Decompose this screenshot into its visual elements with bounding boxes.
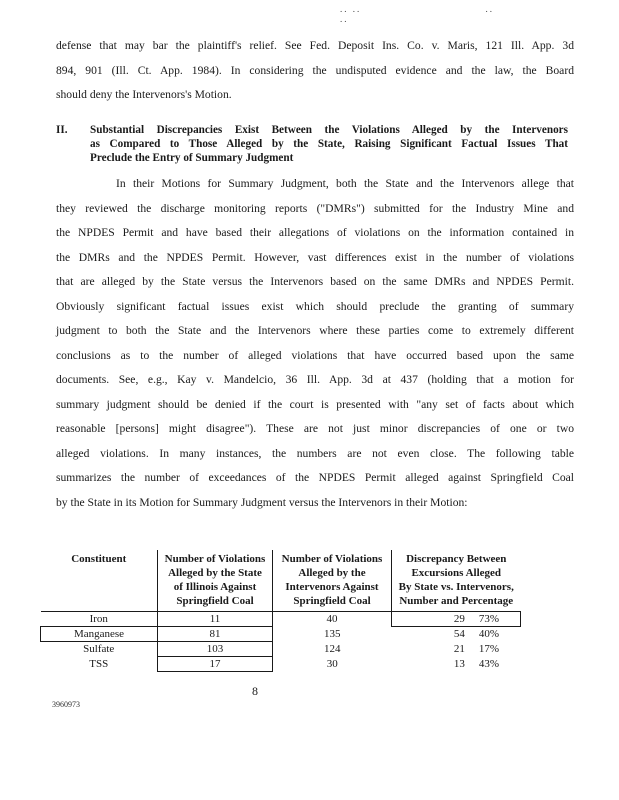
cell-state: 103 <box>158 642 273 657</box>
header-line: Alleged by the <box>298 567 366 579</box>
header-mark-left: .. .. <box>340 4 362 14</box>
table-row <box>41 642 521 657</box>
table-header-row <box>41 550 521 612</box>
text-line: judgment to both the State and the Intervenors where these parties come to extremely different <box>56 324 574 337</box>
discrepancy-number: 54 <box>453 628 465 641</box>
section-title-line: as Compared to Those Alleged by the State, Raising Significant Factual Issues That <box>90 138 568 150</box>
table-row <box>41 627 521 642</box>
text-line: documents. See, e.g., Kay v. Mandelcio, 36 Ill. App. 3d at 437 (holding that a motion for <box>56 373 574 386</box>
text-line: Obviously significant factual issues exist which should preclude the granting of summary <box>56 299 574 313</box>
text-line: alleged violations. In many instances, the numbers are not even close. The following table <box>56 446 574 460</box>
cell-intervenors: 124 <box>324 643 341 655</box>
text-line: the NPDES Permit and have based their allegations of violations on the information contained in <box>56 226 574 239</box>
discrepancy-table <box>40 550 521 672</box>
text-line: summarizes the number of exceedances of the NPDES Permit alleged against Springfield Coal <box>56 471 574 484</box>
header-line: Excursions Alleged <box>411 567 502 579</box>
discrepancy-percent: 40% <box>478 628 500 641</box>
discrepancy-percent: 17% <box>478 643 500 655</box>
text-line: defense that may bar the plaintiff's relief. See Fed. Deposit Ins. Co. v. Maris, 121 Ill. App. 3d <box>56 39 574 52</box>
cell-intervenors: 135 <box>324 628 341 640</box>
cell-discrepancy <box>392 627 521 642</box>
section-title-line: Preclude the Entry of Summary Judgment <box>90 152 294 164</box>
body-paragraph <box>56 172 574 515</box>
cell-constituent: Sulfate <box>83 643 115 656</box>
cell-constituent: Manganese <box>41 627 158 642</box>
header-line: Discrepancy Between <box>406 553 507 565</box>
header-line: Constituent <box>71 553 127 565</box>
table-row <box>41 657 521 672</box>
header-line: Number of Violations <box>164 553 266 565</box>
cell-discrepancy <box>392 657 521 672</box>
text-line: conclusions as to the number of alleged violations that have occurred based upon the same <box>56 348 574 362</box>
text-line: they reviewed the discharge monitoring reports ("DMRs") submitted for the Industry Mine and <box>56 201 574 215</box>
discrepancy-number: 29 <box>453 613 465 625</box>
header-constituent <box>41 550 158 612</box>
header-line: Number and Percentage <box>399 595 514 607</box>
text-line: 894, 901 (Ill. Ct. App. 1984). In considering the undisputed evidence and the law, the Board <box>56 63 574 77</box>
header-line: Number of Violations <box>281 553 383 565</box>
section-title <box>90 123 568 165</box>
cell-state: 81 <box>158 627 273 642</box>
text-line: reasonable [persons] might disagree"). These are not just minor discrepancies of one or two <box>56 422 574 435</box>
discrepancy-percent: 43% <box>478 658 500 670</box>
text-line: summary judgment should be denied if the court is presented with "any set of facts about which <box>56 397 574 411</box>
table-row <box>41 612 521 627</box>
discrepancy-number: 21 <box>453 643 465 655</box>
intro-paragraph <box>56 34 574 108</box>
cell-intervenors: 40 <box>326 613 338 626</box>
header-intervenor-violations <box>273 550 392 612</box>
cell-state: 11 <box>158 612 273 627</box>
cell-state: 17 <box>158 657 273 672</box>
text-line: In their Motions for Summary Judgment, both the State and the Intervenors allege that <box>116 177 574 190</box>
header-discrepancy <box>392 550 521 612</box>
cell-discrepancy <box>392 612 521 627</box>
text-line: by the State in its Motion for Summary Judgment versus the Intervenors in their Motion: <box>56 495 468 509</box>
cell-discrepancy <box>392 642 521 657</box>
header-line: Intervenors Against <box>285 581 379 593</box>
header-line: Springfield Coal <box>293 595 371 607</box>
header-line: Springfield Coal <box>176 595 254 607</box>
text-line: should deny the Intervenors's Motion. <box>56 88 232 101</box>
cell-constituent: Iron <box>89 613 108 625</box>
header-marks <box>340 4 619 24</box>
cell-intervenors: 30 <box>326 658 338 670</box>
header-line: By State vs. Intervenors, <box>398 581 514 593</box>
text-line: that are alleged by the State versus the Intervenors based on the same DMRs and NPDES Permit. <box>56 275 574 288</box>
header-line: Alleged by the State <box>168 567 262 579</box>
discrepancy-percent: 73% <box>478 613 500 625</box>
page-number: 8 <box>252 684 258 698</box>
document-id: 3960973 <box>52 700 80 709</box>
header-line: of Illinois Against <box>173 581 257 593</box>
section-title-line: Substantial Discrepancies Exist Between the Violations Alleged by the Intervenors <box>90 124 568 136</box>
header-mark-right: .. .. <box>340 4 494 24</box>
section-number: II. <box>56 124 68 136</box>
header-state-violations <box>158 550 273 612</box>
cell-constituent: TSS <box>89 658 109 670</box>
discrepancy-number: 13 <box>453 658 465 670</box>
text-line: the DMRs and the NPDES Permit. However, vast differences exist in the number of violations <box>56 250 574 264</box>
